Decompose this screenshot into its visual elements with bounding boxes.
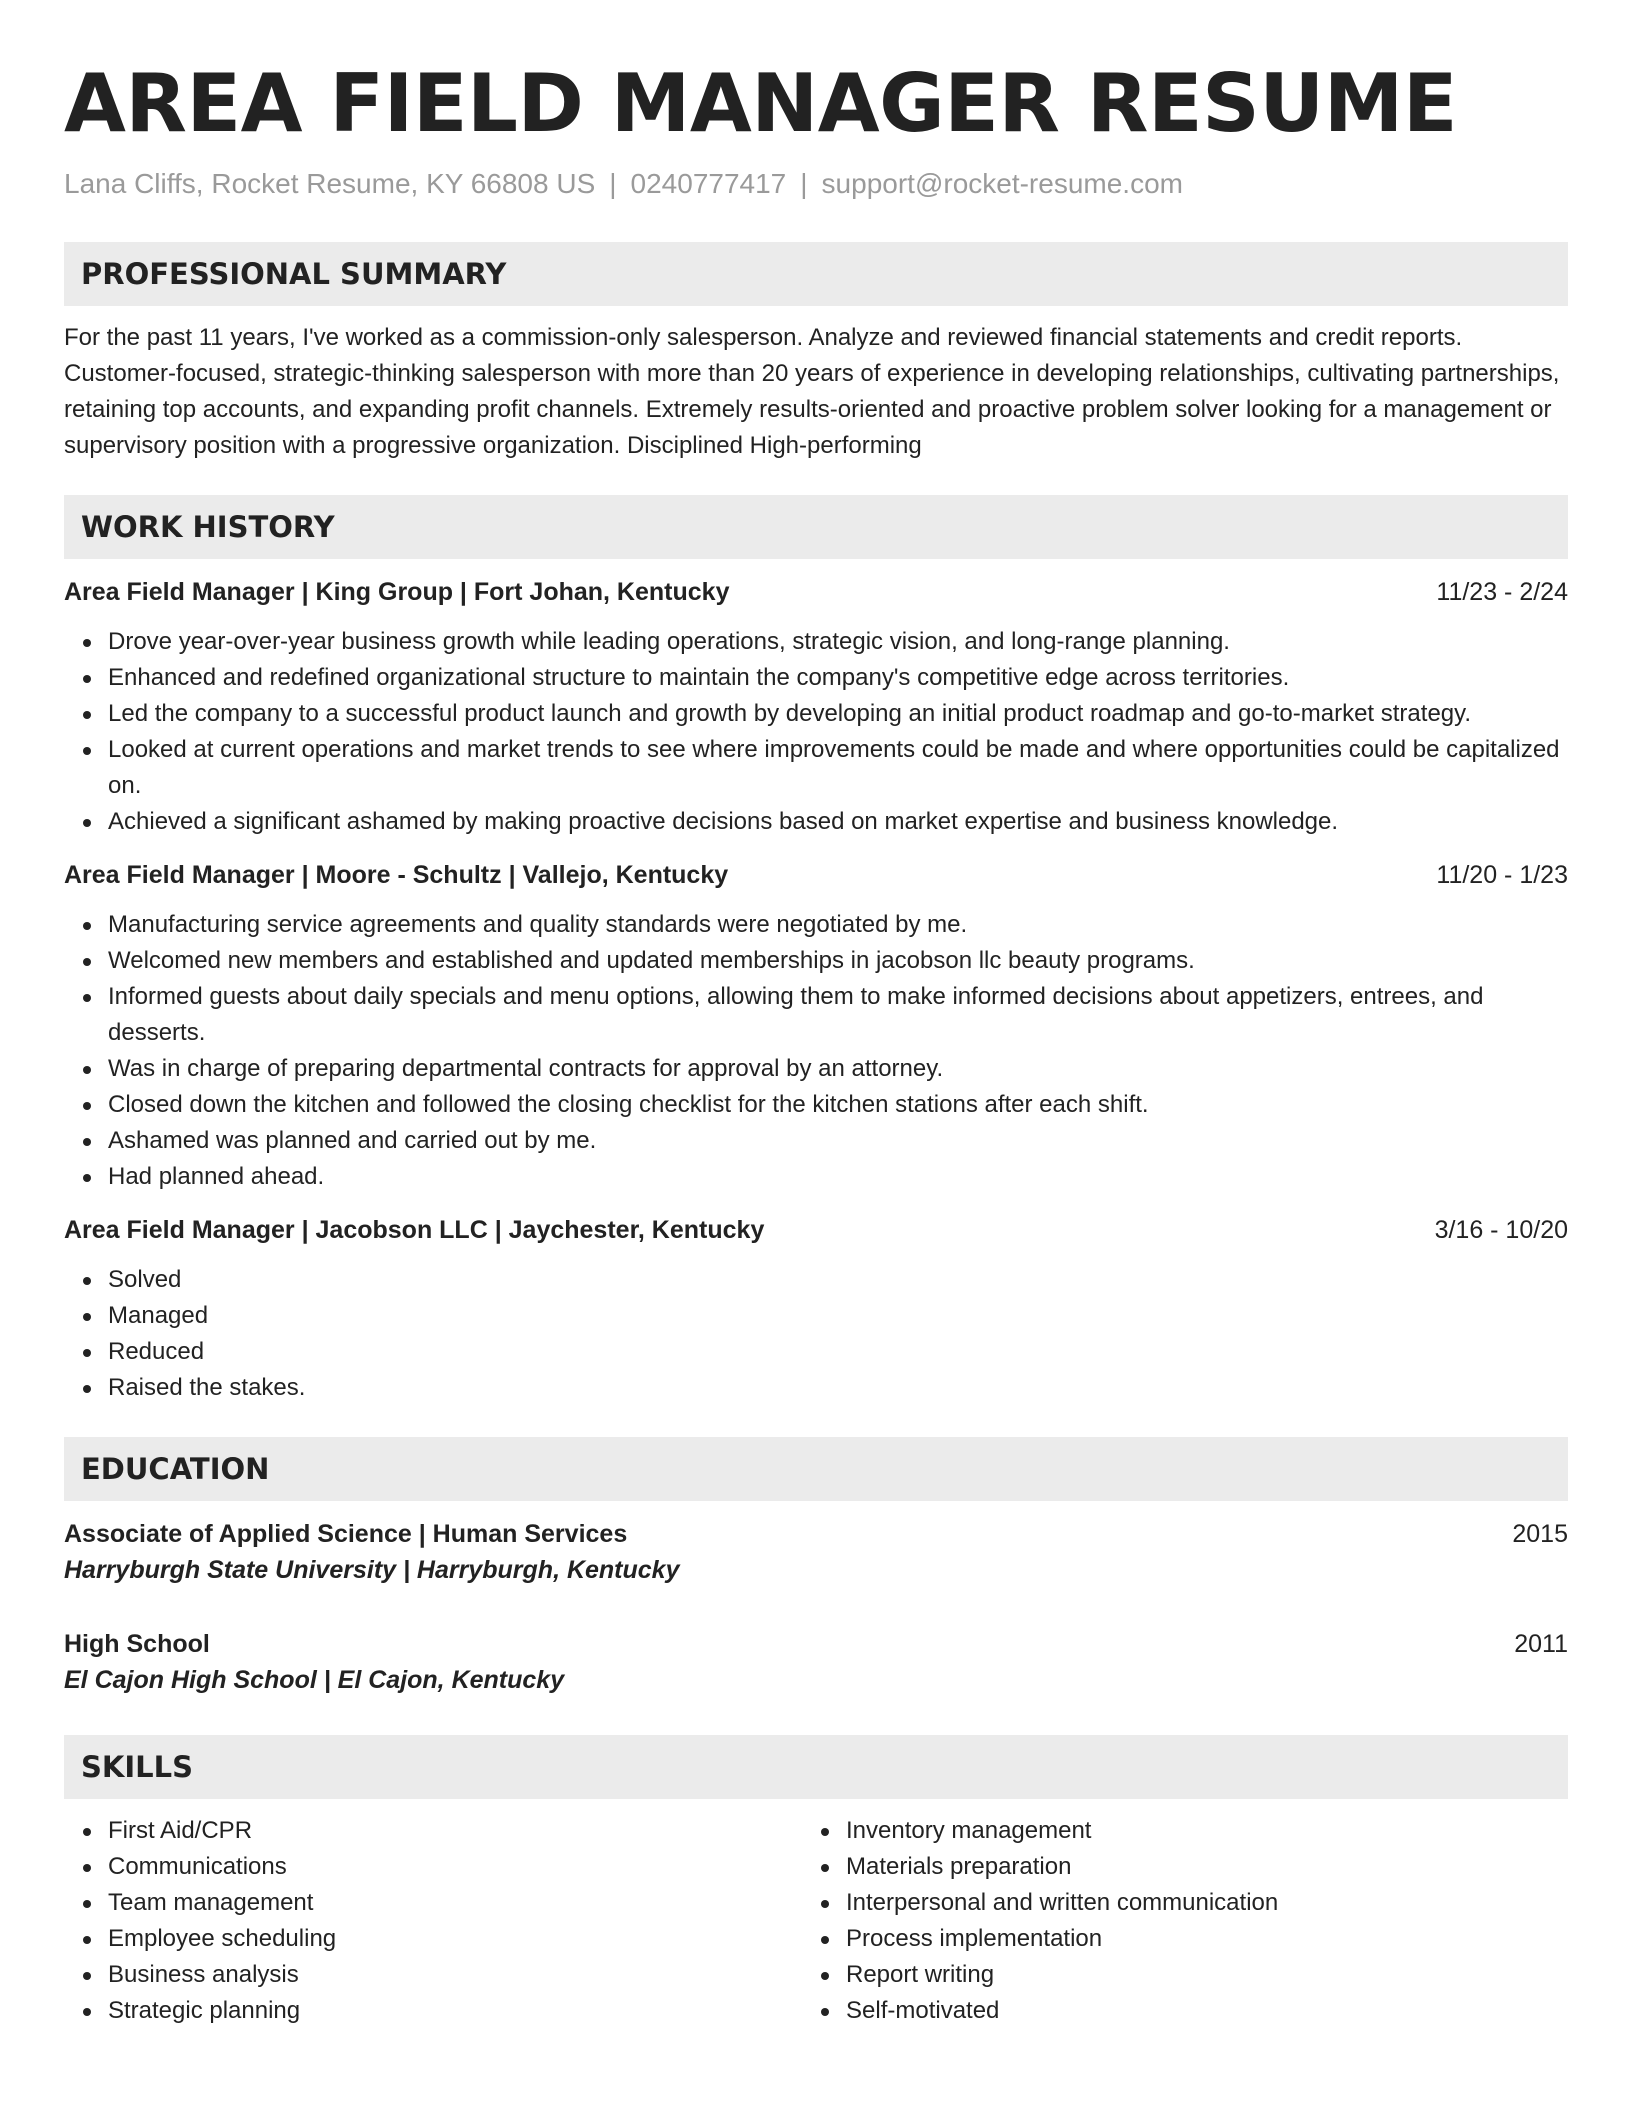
- job-title: Area Field Manager | Jacobson LLC | Jaychester, Kentucky: [64, 1216, 765, 1244]
- job-bullets: [64, 907, 1568, 1195]
- skill-item: Self-motivated: [846, 1993, 1568, 2029]
- job-bullet: Welcomed new members and established and updated memberships in jacobson llc beauty programs.: [108, 943, 1568, 979]
- skills-column-left: [64, 1813, 802, 2029]
- education-entry: [64, 1626, 1568, 1698]
- skill-item: Team management: [108, 1885, 802, 1921]
- job-bullet: Drove year-over-year business growth while leading operations, strategic vision, and long-range planning.: [108, 624, 1568, 660]
- education-header: [64, 1516, 1568, 1552]
- contact-email: support@rocket-resume.com: [821, 168, 1183, 199]
- contact-phone: 0240777417: [630, 168, 787, 199]
- job-dates: 3/16 - 10/20: [1434, 1216, 1568, 1244]
- contact-line: [64, 166, 1568, 202]
- skill-item: Strategic planning: [108, 1993, 802, 2029]
- job-bullet: Had planned ahead.: [108, 1159, 1568, 1195]
- job-header: [64, 574, 1568, 610]
- job-bullet: Solved: [108, 1262, 1568, 1298]
- job-entry: [64, 1212, 1568, 1406]
- job-title: Area Field Manager | King Group | Fort Johan, Kentucky: [64, 578, 730, 606]
- education-school: El Cajon High School | El Cajon, Kentucky: [64, 1666, 565, 1694]
- job-bullet: Informed guests about daily specials and menu options, allowing them to make informed decisions about appetizers, entrees, and desserts.: [108, 979, 1568, 1051]
- skills-heading: SKILLS: [64, 1735, 1568, 1799]
- job-bullet: Ashamed was planned and carried out by me.: [108, 1123, 1568, 1159]
- education-school: Harryburgh State University | Harryburgh, Kentucky: [64, 1556, 680, 1584]
- skills-column-right: [802, 1813, 1568, 2029]
- education-degree: Associate of Applied Science | Human Services: [64, 1520, 628, 1548]
- skill-item: Inventory management: [846, 1813, 1568, 1849]
- skill-item: Materials preparation: [846, 1849, 1568, 1885]
- job-title: Area Field Manager | Moore - Schultz | Vallejo, Kentucky: [64, 861, 729, 889]
- skills-columns: [64, 1813, 1568, 2029]
- education-section: [64, 1437, 1568, 1698]
- skills-list-right: [802, 1813, 1568, 2029]
- job-bullet: Led the company to a successful product launch and growth by developing an initial product roadmap and go-to-market strategy.: [108, 696, 1568, 732]
- job-bullet: Closed down the kitchen and followed the closing checklist for the kitchen stations after each shift.: [108, 1087, 1568, 1123]
- job-bullet: Manufacturing service agreements and quality standards were negotiated by me.: [108, 907, 1568, 943]
- education-header: [64, 1626, 1568, 1662]
- job-bullet: Enhanced and redefined organizational structure to maintain the company's competitive edge across territories.: [108, 660, 1568, 696]
- job-bullet: Achieved a significant ashamed by making proactive decisions based on market expertise and business knowledge.: [108, 804, 1568, 840]
- contact-separator: |: [609, 168, 617, 199]
- education-year: 2015: [1512, 1520, 1568, 1548]
- skills-list-left: [64, 1813, 802, 2029]
- summary-text: For the past 11 years, I've worked as a commission-only salesperson. Analyze and reviewed financial statements and credit reports. Customer-focused, strategic-thinking salesperson with more than 20 years of experience in developing relationships, cultivating partnerships, retaining top accounts, and expanding profit channels. Extremely results-oriented and proactive problem solver looking for a management or supervisory position with a progressive organization. Disciplined High-performing: [64, 324, 1560, 459]
- job-bullet: Looked at current operations and market trends to see where improvements could be made and where opportunities could be capitalized on.: [108, 732, 1568, 804]
- job-bullet: Raised the stakes.: [108, 1370, 1568, 1406]
- education-entry: [64, 1516, 1568, 1588]
- skills-section: [64, 1735, 1568, 2029]
- skill-item: Employee scheduling: [108, 1921, 802, 1957]
- summary-section: [64, 242, 1568, 464]
- skill-item: Report writing: [846, 1957, 1568, 1993]
- job-dates: 11/23 - 2/24: [1436, 578, 1568, 606]
- job-header: [64, 857, 1568, 893]
- job-bullets: [64, 1262, 1568, 1406]
- job-bullets: [64, 624, 1568, 840]
- job-header: [64, 1212, 1568, 1248]
- skill-item: Process implementation: [846, 1921, 1568, 1957]
- resume-title: AREA FIELD MANAGER RESUME: [64, 57, 1457, 150]
- skill-item: Business analysis: [108, 1957, 802, 1993]
- education-degree: High School: [64, 1630, 210, 1658]
- skill-item: Interpersonal and written communication: [846, 1885, 1568, 1921]
- job-bullet: Reduced: [108, 1334, 1568, 1370]
- skill-item: Communications: [108, 1849, 802, 1885]
- job-bullet: Managed: [108, 1298, 1568, 1334]
- work-history-section: [64, 495, 1568, 1406]
- skill-item: First Aid/CPR: [108, 1813, 802, 1849]
- education-year: 2011: [1514, 1630, 1568, 1658]
- job-dates: 11/20 - 1/23: [1436, 861, 1568, 889]
- job-entry: [64, 857, 1568, 1195]
- contact-address: Lana Cliffs, Rocket Resume, KY 66808 US: [64, 168, 596, 199]
- contact-separator: |: [800, 168, 808, 199]
- summary-heading: PROFESSIONAL SUMMARY: [64, 242, 1568, 306]
- job-entry: [64, 574, 1568, 840]
- job-bullet: Was in charge of preparing departmental contracts for approval by an attorney.: [108, 1051, 1568, 1087]
- education-heading: EDUCATION: [64, 1437, 1568, 1501]
- work-history-heading: WORK HISTORY: [64, 495, 1568, 559]
